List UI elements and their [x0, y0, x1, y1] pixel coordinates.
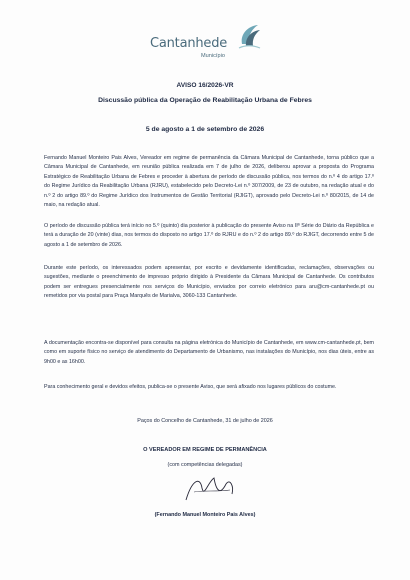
notice-dates: 5 de agosto a 1 de setembro de 2026: [145, 126, 265, 133]
delegation-note: (com competências delegadas): [167, 462, 243, 468]
handwritten-signature: [180, 470, 240, 508]
paragraph-period: O período de discussão pública terá início no 5.º (quinto) dia posterior à publicação do presente Aviso na IIª Série do Diário da República e terá a duração de 20 (vinte) dias, nos termos do disposto no artigo 17.º do RJRU e do n.º 2 do artigo 89.º do RJIGT, decorrendo entre 5 de agosto a 1 de setembro de 2026.: [44, 223, 374, 248]
municipality-logo: [150, 22, 262, 64]
notice-code: AVISO 16/2026-VR: [176, 82, 234, 89]
place-date: Paços do Concelho de Cantanhede, 31 de julho de 2026: [137, 418, 273, 424]
signatory-role: O VEREADOR EM REGIME DE PERMANÊNCIA: [143, 447, 267, 453]
logo-wordmark: Cantanhede: [150, 36, 228, 51]
signatory-name: (Fernando Manuel Monteiro Pais Alves): [154, 512, 256, 518]
notice-title: Discussão pública da Operação de Reabilitação Urbana de Febres: [98, 97, 312, 104]
logo-emblem-icon: [236, 22, 262, 52]
paragraph-submissions: Durante este período, os interessados podem apresentar, por escrito e devidamente identificadas, reclamações, observações ou sugestões, mediante o preenchimento de impresso próprio dirigido à Presidente da Câmara Municipal de Cantanhede. Os contributos podem ser entregues presencialmente nos serviços do Município, enviados por correio eletrónico para aru@cm-cantanhede.pt ou remetidos por via postal para Praça Marquês de Marialva, 3060-133 Cantanhede.: [44, 265, 374, 300]
paragraph-announcement: Fernando Manuel Monteiro Pais Alves, Vereador em regime de permanência da Câmara Municipal de Cantanhede, torna público que a Câmara Municipal de Cantanhede, em reunião pública realizada em 7 de julho de 2026, deliberou aprovar a proposta do Programa Estratégico de Reabilitação Urbana de Febres e proceder à abertura de período de discussão pública, nos termos do n.º 4 do artigo 17.º do Regime Jurídico da Reabilitação Urbana (RJRU), estabelecido pelo Decreto-Lei n.º 307/2009, de 23 de outubro, na redação atual e do n.º 2 do artigo 89.º do Regime Jurídico dos Instrumentos de Gestão Territorial (RJIGT), aprovado pelo Decreto-Lei n.º 80/2015, de 14 de maio, na redação atual.: [44, 155, 374, 209]
paragraph-publication: Para conhecimento geral e devidos efeitos, publica-se o presente Aviso, que será afixado nos lugares públicos do costume.: [44, 384, 337, 390]
paragraph-documentation: A documentação encontra-se disponível para consulta na página eletrónica do Município de Cantanhede, em www.cm-cantanhede.pt, bem como em suporte físico no serviço de atendimento do Departamento de Urbanismo, nas instalações do Município, nos dias úteis, entre as 9h00 e as 16h00.: [44, 340, 374, 365]
logo-subtitle: Município: [201, 53, 225, 59]
